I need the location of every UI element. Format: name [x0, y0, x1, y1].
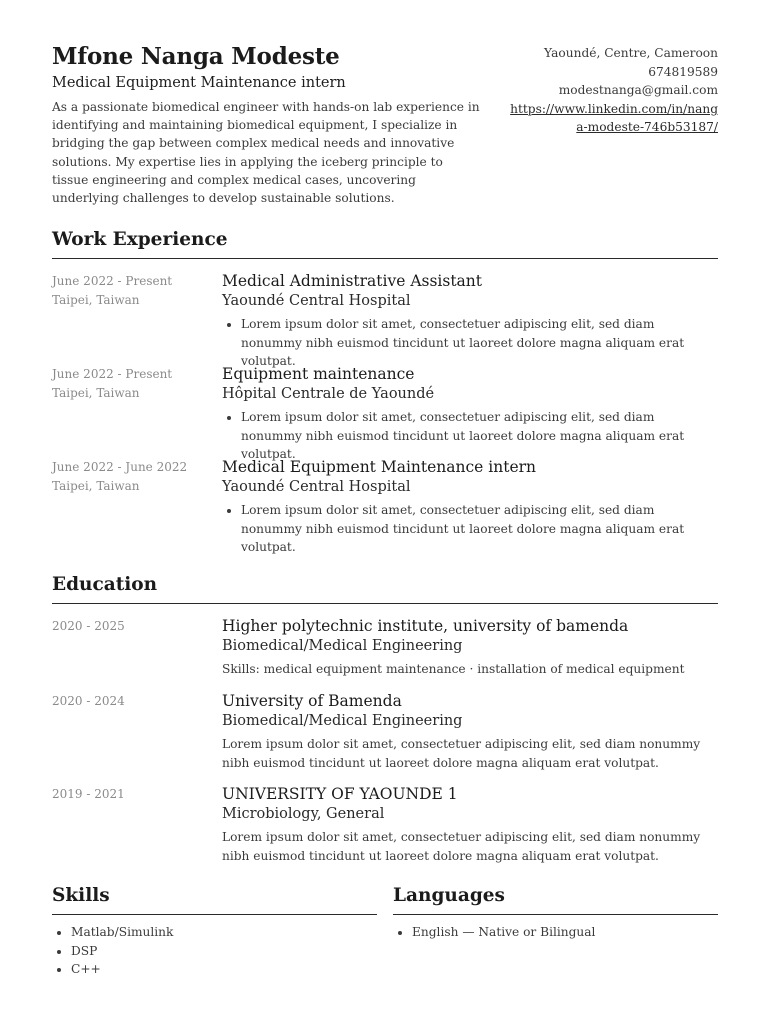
summary-text: As a passionate biomedical engineer with hands-on lab experience in identifying and maintaining biomedical equipment, I specialize in bridging the gap between complex medical needs and innovative solutions. My expertise lies in applying the iceberg principle to tissue engineering and complex medical cases, uncovering underlying challenges to develop sustainable solutions.	[52, 100, 480, 206]
contact-block	[503, 44, 718, 137]
job-bullets	[222, 315, 718, 371]
languages-section	[393, 884, 718, 942]
work-experience-section	[52, 228, 718, 554]
education-description: Skills: medical equipment maintenance · installation of medical equipment	[222, 662, 685, 676]
contact-phone: 674819589	[648, 64, 718, 79]
section-title-languages: Languages	[393, 884, 718, 915]
candidate-name: Mfone Nanga Modeste	[52, 43, 340, 70]
job-bullets	[222, 408, 718, 464]
job-bullet: • Lorem ipsum dolor sit amet, consectetuer adipiscing elit, sed diam nonummy nibh euismod tincidunt ut laoreet dolore magna aliquam erat volutpat.	[241, 408, 718, 464]
school-name: Higher polytechnic institute, university of bamenda	[222, 617, 629, 635]
contact-email[interactable]: modestnanga@gmail.com	[558, 83, 718, 97]
skills-section	[52, 884, 377, 979]
skills-list	[52, 923, 377, 979]
candidate-role: Medical Equipment Maintenance intern	[52, 75, 346, 91]
field-of-study: Microbiology, General	[222, 806, 385, 822]
work-entry	[52, 457, 718, 554]
contact-location: Yaoundé, Centre, Cameroon	[544, 46, 718, 60]
skills-languages-row	[52, 884, 718, 994]
linkedin-link[interactable]: https://www.linkedin.com/in/nanga-modeste-746b53187/	[510, 101, 718, 134]
entry-date: June 2022 - June 2022	[52, 460, 188, 474]
school-name: UNIVERSITY OF YAOUNDE 1	[222, 785, 458, 803]
employer-name: Yaoundé Central Hospital	[222, 293, 411, 309]
job-title: Medical Equipment Maintenance intern	[222, 458, 537, 476]
education-description: Lorem ipsum dolor sit amet, consectetuer adipiscing elit, sed diam nonummy nibh euismod tincidunt ut laoreet dolore magna aliquam erat volutpat.	[222, 830, 701, 863]
education-entry	[52, 691, 718, 784]
education-section	[52, 573, 718, 864]
education-entry	[52, 616, 718, 691]
section-title-work: Work Experience	[52, 228, 718, 259]
job-bullet: • Lorem ipsum dolor sit amet, consectetuer adipiscing elit, sed diam nonummy nibh euismod tincidunt ut laoreet dolore magna aliquam erat volutpat.	[241, 501, 718, 557]
job-title: Equipment maintenance	[222, 365, 415, 383]
entry-location: Taipei, Taiwan	[52, 478, 140, 493]
school-name: University of Bamenda	[222, 692, 402, 710]
entry-meta	[52, 458, 212, 495]
job-bullet: • Lorem ipsum dolor sit amet, consectetuer adipiscing elit, sed diam nonummy nibh euismod tincidunt ut laoreet dolore magna aliquam erat volutpat.	[241, 315, 718, 371]
resume-header	[52, 42, 718, 214]
employer-name: Hôpital Centrale de Yaoundé	[222, 386, 435, 402]
education-entry	[52, 784, 718, 864]
job-title: Medical Administrative Assistant	[222, 272, 483, 290]
skill-item: • DSP	[71, 942, 377, 961]
entry-meta	[52, 272, 212, 309]
entry-meta	[52, 365, 212, 402]
entry-date: 2020 - 2024	[52, 694, 125, 708]
languages-list	[393, 923, 718, 942]
entry-date: June 2022 - Present	[52, 367, 173, 381]
field-of-study: Biomedical/Medical Engineering	[222, 713, 463, 729]
section-title-skills: Skills	[52, 884, 377, 915]
resume-page	[52, 42, 718, 994]
section-title-education: Education	[52, 573, 718, 604]
language-item: • English — Native or Bilingual	[412, 923, 718, 942]
skill-item: • Matlab/Simulink	[71, 923, 377, 942]
entry-location: Taipei, Taiwan	[52, 385, 140, 400]
skill-item: • C++	[71, 960, 377, 979]
work-entry	[52, 364, 718, 461]
work-entry	[52, 271, 718, 368]
job-bullets	[222, 501, 718, 557]
entry-location: Taipei, Taiwan	[52, 292, 140, 307]
entry-date: 2020 - 2025	[52, 619, 125, 633]
entry-date: June 2022 - Present	[52, 274, 173, 288]
education-description: Lorem ipsum dolor sit amet, consectetuer adipiscing elit, sed diam nonummy nibh euismod tincidunt ut laoreet dolore magna aliquam erat volutpat.	[222, 737, 701, 770]
entry-date: 2019 - 2021	[52, 787, 125, 801]
employer-name: Yaoundé Central Hospital	[222, 479, 411, 495]
field-of-study: Biomedical/Medical Engineering	[222, 638, 463, 654]
